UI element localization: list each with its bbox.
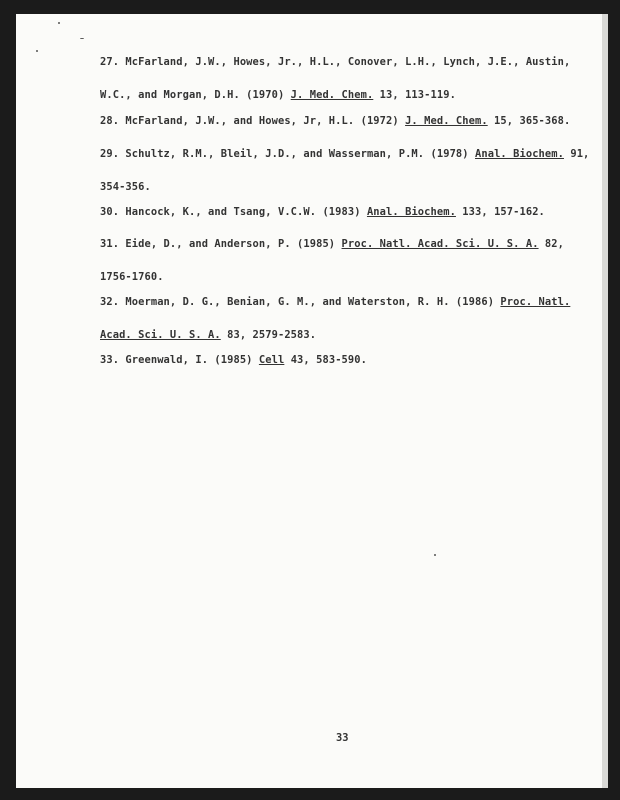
reference-text: 83, 2579-2583.	[220, 329, 317, 341]
reference-text: 15, 365-368.	[487, 115, 571, 127]
reference-line	[100, 348, 580, 373]
reference-entry	[100, 232, 580, 290]
reference-entry	[100, 200, 580, 225]
reference-entry	[100, 290, 580, 348]
reference-text: 13, 113-119.	[373, 89, 456, 101]
reference-text: 1756-1760.	[100, 271, 164, 283]
reference-line	[100, 265, 580, 290]
reference-line	[100, 142, 590, 167]
reference-entry	[100, 109, 580, 134]
reference-text: 354-356.	[100, 181, 151, 193]
reference-text: 43, 583-590.	[284, 354, 367, 366]
reference-line	[100, 175, 580, 200]
reference-line	[100, 83, 580, 108]
speck-mark	[80, 38, 84, 39]
speck-mark	[434, 554, 436, 556]
reference-text: W.C., and Morgan, D.H. (1970)	[100, 89, 291, 101]
reference-text: 30. Hancock, K., and Tsang, V.C.W. (1983)	[100, 206, 367, 218]
reference-text: 91,	[563, 148, 590, 160]
reference-line	[100, 200, 580, 225]
reference-line	[100, 109, 580, 134]
reference-text: 27. McFarland, J.W., Howes, Jr., H.L., Conover, L.H., Lynch, J.E., Austin,	[100, 56, 571, 68]
reference-entry	[100, 348, 580, 373]
journal-title: Proc. Natl.	[500, 296, 571, 308]
reference-text: 82,	[538, 238, 564, 250]
reference-text: 29. Schultz, R.M., Bleil, J.D., and Wasserman, P.M. (1978)	[100, 148, 475, 160]
journal-title: Acad. Sci. U. S. A.	[100, 329, 221, 341]
speck-mark	[36, 50, 38, 52]
reference-entry	[100, 50, 580, 108]
page-edge	[602, 14, 608, 788]
reference-line	[100, 290, 580, 315]
reference-text: 33. Greenwald, I. (1985)	[100, 354, 259, 366]
journal-title: Proc. Natl. Acad. Sci. U. S. A.	[341, 238, 539, 250]
journal-title: Anal. Biochem.	[366, 206, 456, 218]
reference-text: 133, 157-162.	[455, 206, 545, 218]
reference-text: 28. McFarland, J.W., and Howes, Jr, H.L. (1972)	[100, 115, 406, 127]
journal-title: Cell	[258, 354, 285, 366]
speck-mark	[58, 22, 60, 24]
reference-line	[100, 50, 580, 75]
reference-entry	[100, 142, 590, 200]
page-number: 33	[336, 732, 349, 744]
document-page	[16, 14, 608, 788]
reference-text: 31. Eide, D., and Anderson, P. (1985)	[100, 238, 342, 250]
reference-line	[100, 232, 580, 257]
journal-title: J. Med. Chem.	[290, 89, 374, 101]
reference-line	[100, 323, 580, 348]
journal-title: J. Med. Chem.	[405, 115, 488, 127]
journal-title: Anal. Biochem.	[475, 148, 564, 160]
reference-text: 32. Moerman, D. G., Benian, G. M., and Waterston, R. H. (1986)	[100, 296, 501, 308]
